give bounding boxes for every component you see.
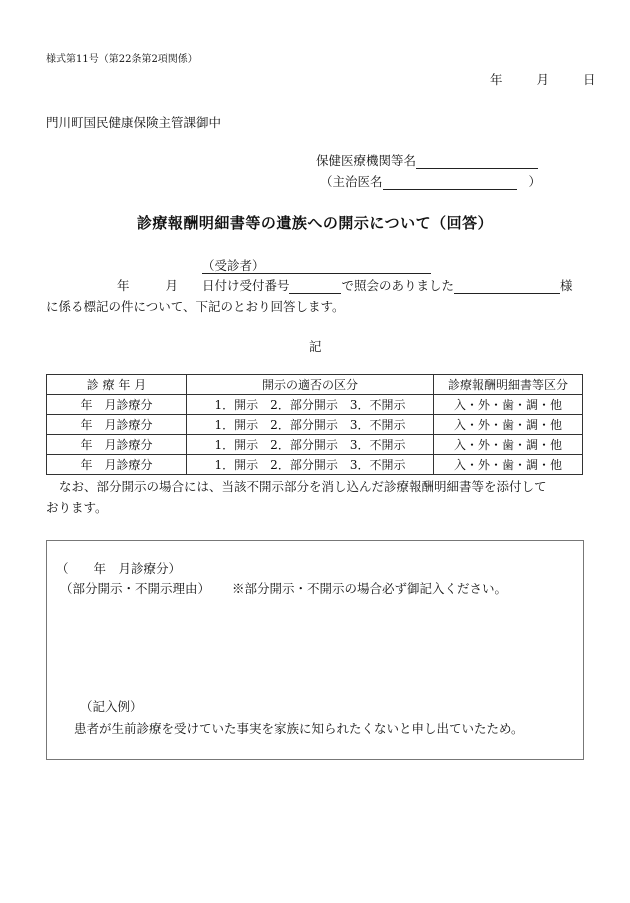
cell-statement-type: 入・外・歯・調・他 [434, 435, 583, 455]
institution-label: 保健医療機関等名 [316, 153, 417, 168]
table-row [47, 395, 583, 415]
reason-period: （ 年 月診療分） [56, 561, 182, 576]
form-number: 様式第11号（第22条第2項関係） [46, 54, 198, 65]
date-year: 年 [490, 72, 503, 87]
note-line-1: なお、部分開示の場合には、当該不開示部分を消し込んだ診療報酬明細書等を添付して [59, 479, 547, 494]
addressee: 門川町国民健康保険主管課御中 [46, 115, 222, 130]
cell-period: 年 月診療分 [47, 395, 187, 415]
date-month: 月 [536, 72, 549, 87]
cell-statement-type: 入・外・歯・調・他 [434, 395, 583, 415]
institution-line [316, 151, 538, 169]
doctor-close: ） [528, 174, 542, 189]
table-header-row [47, 375, 583, 395]
ki-heading: 記 [309, 339, 322, 354]
cell-statement-type: 入・外・歯・調・他 [434, 415, 583, 435]
cell-period: 年 月診療分 [47, 435, 187, 455]
col-header-statement-type: 診療報酬明細書等区分 [434, 375, 583, 395]
patient-label: （受診者） [202, 258, 265, 273]
cell-period: 年 月診療分 [47, 415, 187, 435]
reason-label: （部分開示・不開示理由） [60, 581, 211, 596]
note-line-2: おります。 [46, 500, 108, 515]
date-line [490, 70, 595, 88]
col-header-disclosure: 開示の適否の区分 [187, 375, 434, 395]
cell-statement-type: 入・外・歯・調・他 [434, 455, 583, 475]
body-year: 年 [117, 278, 130, 293]
patient-name-blank[interactable] [454, 279, 560, 294]
institution-blank[interactable] [416, 154, 538, 169]
table-row [47, 455, 583, 475]
col-header-period: 診 療 年 月 [47, 375, 187, 395]
cell-disclosure: 1．開示 2．部分開示 3．不開示 [187, 435, 434, 455]
table-row [47, 435, 583, 455]
doctor-label: （主治医名 [320, 174, 383, 189]
patient-line [202, 256, 431, 274]
doctor-line [320, 172, 541, 190]
body-month: 月 [165, 278, 178, 293]
example-text: 患者が生前診療を受けていた事実を家族に知られたくないと申し出ていたため。 [74, 721, 524, 736]
reception-number-blank[interactable] [289, 279, 341, 294]
body-line-2: に係る標記の件について、下記のとおり回答します。 [46, 299, 345, 314]
reason-line [60, 579, 507, 597]
body-line-1 [117, 276, 573, 294]
date-day: 日 [582, 72, 596, 87]
cell-disclosure: 1．開示 2．部分開示 3．不開示 [187, 395, 434, 415]
body-reception-text: 日付け受付番号 [201, 278, 290, 293]
doctor-blank[interactable] [383, 175, 517, 190]
example-label: （記入例） [80, 699, 143, 714]
patient-blank[interactable] [265, 259, 431, 274]
page-title: 診療報酬明細書等の遺族への開示について（回答） [136, 214, 494, 232]
cell-period: 年 月診療分 [47, 455, 187, 475]
body-inquiry-text: で照会のありました [341, 278, 454, 293]
reason-note: ※部分開示・不開示の場合必ず御記入ください。 [231, 581, 507, 596]
body-sama: 様 [560, 278, 573, 293]
disclosure-table [46, 374, 583, 475]
table-row [47, 415, 583, 435]
cell-disclosure: 1．開示 2．部分開示 3．不開示 [187, 415, 434, 435]
cell-disclosure: 1．開示 2．部分開示 3．不開示 [187, 455, 434, 475]
